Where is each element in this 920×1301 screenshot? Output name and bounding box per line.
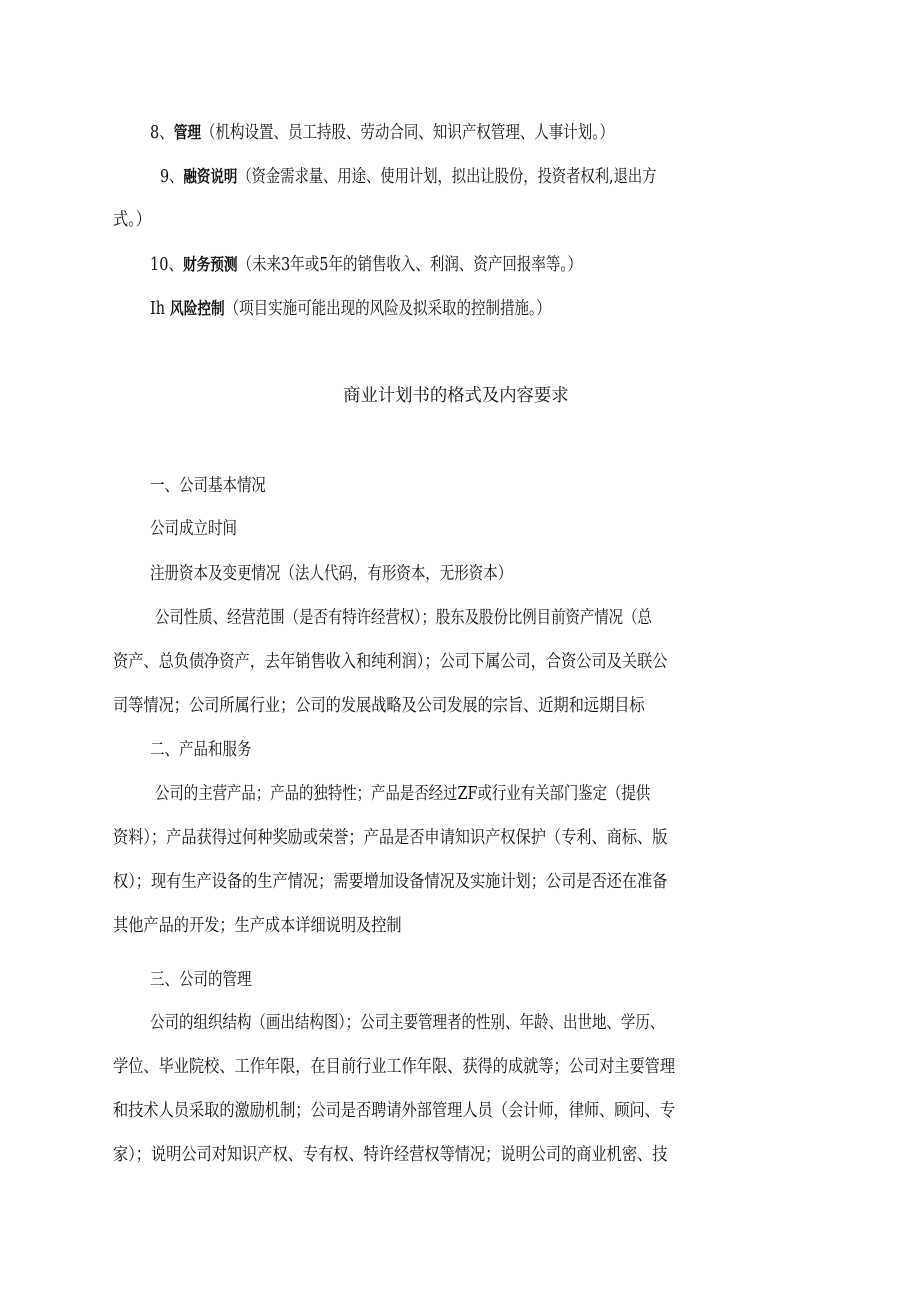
item-8-num: 8、 bbox=[150, 123, 174, 143]
section-1-para-line: 司等情况；公司所属行业；公司的发展战略及公司发展的宗旨、近期和远期目标 bbox=[113, 696, 645, 716]
item-10-text: （未来3年或5年的销售收入、利润、资产回报率等。） bbox=[237, 255, 583, 275]
section-2-para-line: 资料）；产品获得过何种奖励或荣誉；产品是否申请知识产权保护（专利、商标、版 bbox=[113, 828, 668, 848]
section-3-para-line: 学位、毕业院校、工作年限，在目前行业工作年限、获得的成就等；公司对主要管理 bbox=[113, 1057, 676, 1077]
section-1-line-1: 公司成立时间 bbox=[150, 519, 237, 539]
item-8-text: （机构设置、员工持股、劳动合同、知识产权管理、人事计划。） bbox=[201, 123, 615, 143]
section-1-para-line: 公司性质、经营范围（是否有特许经营权）；股东及股份比例目前资产情况（总 bbox=[155, 608, 652, 628]
section-1-heading: 一、公司基本情况 bbox=[150, 476, 266, 496]
item-9-continuation: 式。） bbox=[113, 210, 151, 230]
item-9-text: （资金需求量、用途、使用计划，拟出让股份，投资者权利,退出方 bbox=[237, 167, 657, 187]
item-8 bbox=[150, 121, 912, 145]
item-11 bbox=[150, 297, 912, 321]
item-9 bbox=[160, 165, 912, 189]
section-3-para-line: 公司的组织结构（画出结构图）；公司主要管理者的性别、年龄、出世地、学历、 bbox=[150, 1013, 665, 1033]
item-9-num: 9、 bbox=[160, 167, 184, 187]
section-1-para-line: 资产、总负债净资产，去年销售收入和纯利润）；公司下属公司，合资公司及关联公 bbox=[113, 652, 668, 672]
section-2-para-line: 公司的主营产品；产品的独特性；产品是否经过ZF或行业有关部门鉴定（提供 bbox=[155, 784, 651, 804]
item-11-text: （项目实施可能出现的风险及拟采取的控制措施。） bbox=[224, 299, 551, 319]
section-3-para-line: 家）；说明公司对知识产权、专有权、特许经营权等情况；说明公司的商业机密、技 bbox=[113, 1145, 668, 1165]
section-3-para-line: 和技术人员采取的激励机制；公司是否聘请外部管理人员（会计师，律师、顾问、专 bbox=[113, 1101, 676, 1121]
item-11-num: Ih bbox=[150, 299, 166, 319]
section-2-para-line: 其他产品的开发；生产成本详细说明及控制 bbox=[113, 916, 402, 936]
section-2-heading: 二、产品和服务 bbox=[150, 740, 252, 760]
section-3-heading: 三、公司的管理 bbox=[150, 970, 252, 990]
section-2-para-line: 权）；现有生产设备的生产情况；需要增加设备情况及实施计划；公司是否还在准备 bbox=[113, 872, 668, 892]
item-10-label: 财务预测 bbox=[182, 255, 238, 274]
item-11-label: 风险控制 bbox=[170, 299, 225, 318]
section-1-line-2: 注册资本及变更情况（法人代码，有形资本，无形资本） bbox=[150, 564, 513, 584]
item-9-label: 融资说明 bbox=[183, 167, 238, 186]
item-8-label: 管理 bbox=[173, 123, 202, 142]
section-title: 商业计划书的格式及内容要求 bbox=[343, 386, 569, 406]
item-10-num: 10、 bbox=[150, 255, 183, 275]
item-10 bbox=[150, 253, 912, 277]
